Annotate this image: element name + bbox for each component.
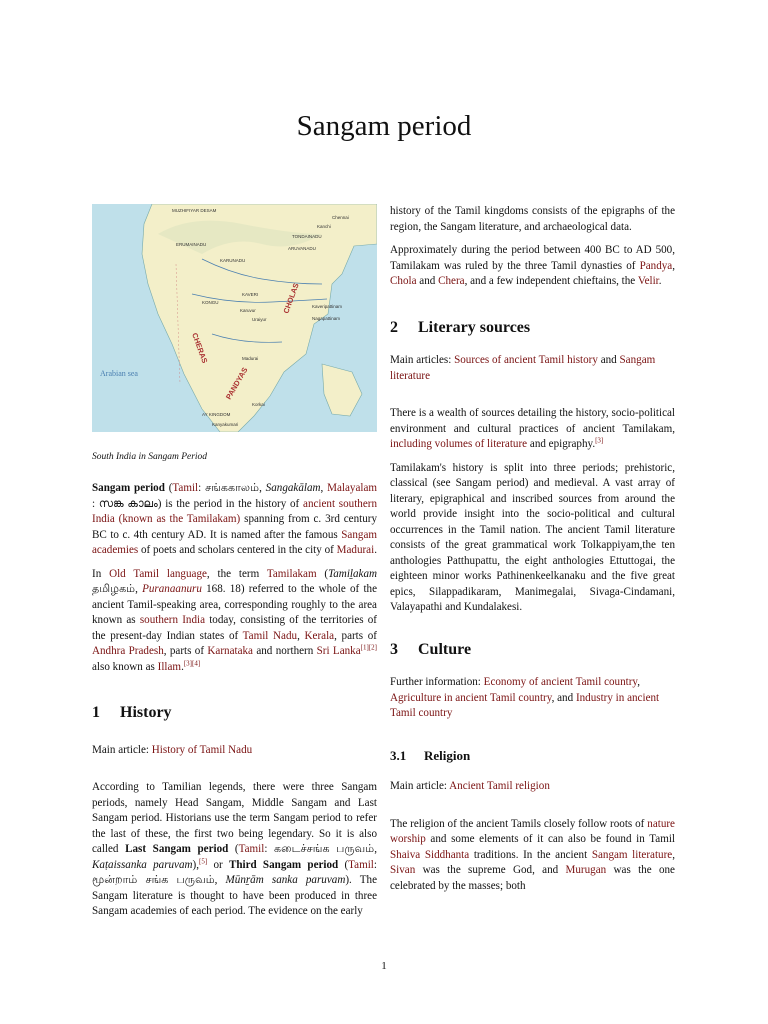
link-tamil[interactable]: Tamil xyxy=(172,482,199,494)
link-sivan[interactable]: Sivan xyxy=(390,864,416,876)
link-sangam-academies[interactable]: Sangam academies xyxy=(92,528,377,556)
history-text-b: . The Sangam literature is thought to have been produced in three Sangam academies of each period. The evidence on the early xyxy=(92,874,377,917)
link-chola[interactable]: Chola xyxy=(390,275,417,287)
left-column xyxy=(92,200,377,928)
link-velir[interactable]: Velir xyxy=(637,275,659,287)
map-label-thondainadu: TONDAINADU xyxy=(292,234,322,239)
literary-text-and: and xyxy=(600,354,617,366)
history-translit-b: Mūnṟām sanka paruvam xyxy=(225,874,346,886)
history-bold-third: Third Sangam period xyxy=(228,858,339,871)
map-caption: South India in Sangam Period xyxy=(92,451,208,462)
history-text-d: , and a few independent chieftains, the xyxy=(464,275,636,287)
para2-text-a: 168. 18) referred to the whole of the ancient Tamil-speaking area, corresponding roughly to the area known as xyxy=(92,583,377,626)
map-label-ayi: AY KINGDOM xyxy=(202,412,231,417)
religion-main-article xyxy=(390,779,675,795)
religion-text-c: traditions. In the ancient xyxy=(473,848,588,861)
link-illam[interactable]: Illam xyxy=(157,660,182,673)
map-label-pandyas: PANDYAS xyxy=(223,365,250,401)
map-label-cheras: CHERAS xyxy=(190,331,210,365)
history-bold-last: Last Sangam period xyxy=(125,843,229,855)
intro-tamil-script: சங்ககாலம் xyxy=(205,482,260,494)
culture-num: 3 xyxy=(390,640,398,658)
link-sangam-literature-2[interactable]: Sangam literature xyxy=(591,848,673,861)
culture-title: Culture xyxy=(418,640,472,658)
map-label-karur: Karuvur xyxy=(240,308,256,313)
history-translit-a: Kaṭaissanka paruvam xyxy=(92,858,193,871)
link-purananuru[interactable]: Puranaanuru xyxy=(142,583,202,595)
religion-paragraph: The religion of the ancient Tamils closely follow roots of nature worship and some elements of it can also be found in Tamil Shaiva Siddhanta traditions. In the ancient Sangam literature, Sivan was the supreme God, and Murugan was the one celebrated by the masses; both xyxy=(390,817,675,892)
literary-heading xyxy=(390,320,675,336)
map-label-karunadu: KARUNADU xyxy=(220,258,246,263)
link-tamilakam[interactable]: Tamilakam xyxy=(266,567,317,580)
para2-text-in: In xyxy=(92,567,102,580)
intro-text-b: spanning from c. 3rd century BC to c. 4th century AD. It is named after the famous xyxy=(92,513,378,541)
intro-malayalam-script: സങ്ക കാലം xyxy=(98,497,158,510)
religion-text-d: was the supreme God, and xyxy=(422,864,559,876)
para2-parts-a: parts of xyxy=(341,629,377,642)
intro-text-c: of poets and scholars centered in the city of xyxy=(140,544,334,556)
link-nature-worship[interactable]: nature worship xyxy=(390,817,675,845)
map-label-kaveri: KAVERI xyxy=(242,292,259,297)
ref-1-2[interactable]: [1][2] xyxy=(360,643,377,652)
literary-main-label: Main articles: xyxy=(390,354,452,366)
intro-paragraph: Sangam period (Tamil: சங்ககாலம், Sangakālam, Malayalam : സങ്ക കാലം) is the period in the history of ancient southern India (known as the Tamilakam) spanning from c. 3rd century BC to c. 4th century AD. It is named after the famous Sangam academies of poets and scholars centered in the city of Madurai. xyxy=(92,482,378,556)
map-label-uraiyur: Uraiyur xyxy=(252,317,267,322)
history-main-article xyxy=(92,743,377,759)
history-text-or: or xyxy=(213,858,223,871)
map-label-kongu: KONGU xyxy=(202,300,219,305)
culture-further-label: Further information: xyxy=(390,676,481,688)
history-title: History xyxy=(120,704,172,721)
literary-num: 2 xyxy=(390,318,398,336)
religion-num: 3.1 xyxy=(390,747,407,763)
history-main-label: Main article: xyxy=(92,743,149,756)
para2-tamil-script: தமிழகம் xyxy=(92,583,136,595)
literary-title: Literary sources xyxy=(418,318,531,336)
map-label-aruvanadu: ARUVANADU xyxy=(288,246,316,251)
history-tamil-script-b: மூன்றாம் சங்க பருவம் xyxy=(92,874,215,886)
literary-main-articles xyxy=(390,353,675,384)
link-sources-tamil-history[interactable]: Sources of ancient Tamil history xyxy=(454,354,598,366)
link-murugan[interactable]: Murugan xyxy=(565,864,607,876)
link-andhra-pradesh[interactable]: Andhra Pradesh xyxy=(92,645,164,657)
map-label-kaveripattinam: Kaveripattinam xyxy=(312,304,343,309)
intro-translit: Sangakālam xyxy=(265,482,321,494)
para2-parts-b: parts of xyxy=(169,645,205,657)
link-pandya[interactable]: Pandya xyxy=(639,259,673,272)
religion-text-e: was the one celebrated by the masses; both xyxy=(390,864,675,892)
intro-term: Sangam period xyxy=(92,482,165,494)
map-label-erumainadu: ERUMAINADU xyxy=(176,242,207,247)
right-column xyxy=(390,204,675,902)
map-label-korkai: Korkai xyxy=(252,402,265,407)
page-number: 1 xyxy=(381,960,387,972)
para2-translit: Tamiḻakam xyxy=(328,567,378,580)
map-label-kumari: Kanyakumari xyxy=(212,422,239,427)
link-volumes-literature[interactable]: including volumes of literature xyxy=(390,438,528,450)
para2-text-north: and northern xyxy=(256,645,314,657)
para2-text-c: also known as xyxy=(92,660,155,673)
link-ancient-southern-india[interactable]: ancient southern India (known as the Tamilakam) xyxy=(92,497,378,525)
history-continued: history of the Tamil kingdoms consists of the epigraphs of the region, the Sangam literature, and archaeological data. xyxy=(390,205,675,233)
para2-text-term: , the term xyxy=(206,567,260,580)
religion-heading xyxy=(390,748,675,764)
literary-text-b: and epigraphy. xyxy=(529,438,596,450)
map-label-cholas: CHOLAS xyxy=(281,281,301,315)
link-madurai[interactable]: Madurai xyxy=(336,544,375,556)
map-label-kanchi: Kanchi xyxy=(317,224,331,229)
religion-title: Religion xyxy=(424,747,471,763)
ref-5[interactable]: [5] xyxy=(199,856,208,865)
link-agriculture[interactable]: Agriculture in ancient Tamil country xyxy=(390,691,552,704)
history-num: 1 xyxy=(92,704,100,721)
map-label-nagapattinam: Nagapattinam xyxy=(312,316,341,321)
link-old-tamil[interactable]: Old Tamil language xyxy=(109,567,207,580)
tamilakam-paragraph: In Old Tamil language, the term Tamilakam (Tamiḻakam தமிழகம், Puranaanuru 168. 18) referred to the whole of the ancient Tamil-speaking area, corresponding roughly to the area known as southern India today, consisting of the territories of the present-day Indian states of Tamil Nadu, Kerala, parts of Andhra Pradesh, parts of Karnataka and northern Sri Lanka[1][2] also known as Illam.[3][4] xyxy=(92,567,378,673)
religion-text-a: The religion of the ancient Tamils closely follow roots of xyxy=(390,817,645,830)
link-chera[interactable]: Chera xyxy=(438,275,465,287)
literary-paragraph-2: Tamilakam's history is split into three periods; prehistoric, classical (see Sangam period) and medieval. A vast array of literary, epigraphical and inscribed sources from around the world provide insight into the socio-political and cultural occurrences in the Tamil nation. The ancient Tamil literature consists of the great grammatical work Tolkappiyam,the ten anthologies Patthupattu, the eight anthologies Ettuttogai, the eighteen minor works Pathinenkeelkanaku and the five great epics, Silappadikaram, Manimegalai, Sivaga-Cindamani, Valayapathi and Kundalakesi. xyxy=(390,461,675,613)
link-kerala[interactable]: Kerala xyxy=(304,629,335,642)
history-dynasties-paragraph: Approximately during the period between 400 BC to AD 500, Tamilakam was ruled by the three Tamil dynasties of Pandya, Chola and Chera, and a few independent chieftains, the Velir. xyxy=(390,244,676,287)
history-heading xyxy=(92,705,377,721)
link-tamil-nadu[interactable]: Tamil Nadu xyxy=(242,629,298,642)
link-tamil-history-b[interactable]: Tamil xyxy=(348,858,374,871)
link-ancient-tamil-religion[interactable]: Ancient Tamil religion xyxy=(449,780,550,792)
link-sangam-literature[interactable]: Sangam literature xyxy=(390,354,656,382)
link-history-tamil-nadu[interactable]: History of Tamil Nadu xyxy=(151,743,253,756)
link-tamil-history-a[interactable]: Tamil xyxy=(238,843,265,855)
ref-3[interactable]: [3] xyxy=(595,436,604,445)
religion-text-b: and some elements of it can also be found in Tamil xyxy=(430,833,675,845)
link-shaiva-siddhanta[interactable]: Shaiva Siddhanta xyxy=(390,848,470,861)
para2-text-b: today, consisting of the territories of the present-day Indian states of xyxy=(92,614,377,642)
link-industry[interactable]: Industry in ancient Tamil country xyxy=(390,691,660,719)
ref-3-4[interactable]: [3][4] xyxy=(183,658,201,667)
culture-text-and: , and xyxy=(551,691,574,704)
link-sri-lanka[interactable]: Sri Lanka xyxy=(316,645,361,657)
religion-main-label: Main article: xyxy=(390,780,447,792)
link-malayalam[interactable]: Malayalam xyxy=(327,482,378,494)
link-karnataka[interactable]: Karnataka xyxy=(207,645,253,657)
history-paragraph: According to Tamilian legends, there were three Sangam periods, namely Head Sangam, Middle Sangam and Last Sangam period. Historians use the term Sangam period to refer the last of these, the first two being legendary. So it is also called Last Sangam period (Tamil: கடைச்சங்க பருவம், Kaṭaissanka paruvam),[5] or Third Sangam period (Tamil: மூன்றாம் சங்க பருவம், Mūnṟām sanka paruvam). The Sangam literature is thought to have been produced in three Sangam academies of each period. The evidence on the early xyxy=(92,781,377,917)
page-title: Sangam period xyxy=(296,110,472,142)
map-label-north: MUZHIFIYAR DESAM xyxy=(172,208,217,213)
history-text-a: According to Tamilian legends, there were three Sangam periods, namely Head Sangam, Middle Sangam and Last Sangam period. Historians use the term Sangam period to refer the last of these, the first two being legendary. So it is also called xyxy=(92,781,377,855)
south-india-map xyxy=(92,204,377,432)
history-text-c: Approximately during the period between 400 BC to AD 500, Tamilakam was ruled by the three Tamil dynasties of xyxy=(390,244,675,272)
map-label-sea: Arabian sea xyxy=(100,369,138,378)
map-label-madurai: Madurai xyxy=(242,356,259,361)
literary-text-a: There is a wealth of sources detailing the history, socio-political environment and cultural practices of ancient Tamilakam, xyxy=(390,407,675,435)
link-economy[interactable]: Economy of ancient Tamil country xyxy=(483,676,638,688)
literary-paragraph-1 xyxy=(390,406,675,453)
history-tamil-script-a: கடைச்சங்க பருவம் xyxy=(274,843,375,855)
intro-text-a: is the period in the history of xyxy=(165,497,300,510)
link-southern-india[interactable]: southern India xyxy=(139,614,206,626)
culture-further-info: Further information: Economy of ancient Tamil country, Agriculture in ancient Tamil country, and Industry in ancient Tamil country xyxy=(390,676,660,719)
map-label-chennai: Chennai xyxy=(332,215,349,220)
culture-heading xyxy=(390,642,675,658)
